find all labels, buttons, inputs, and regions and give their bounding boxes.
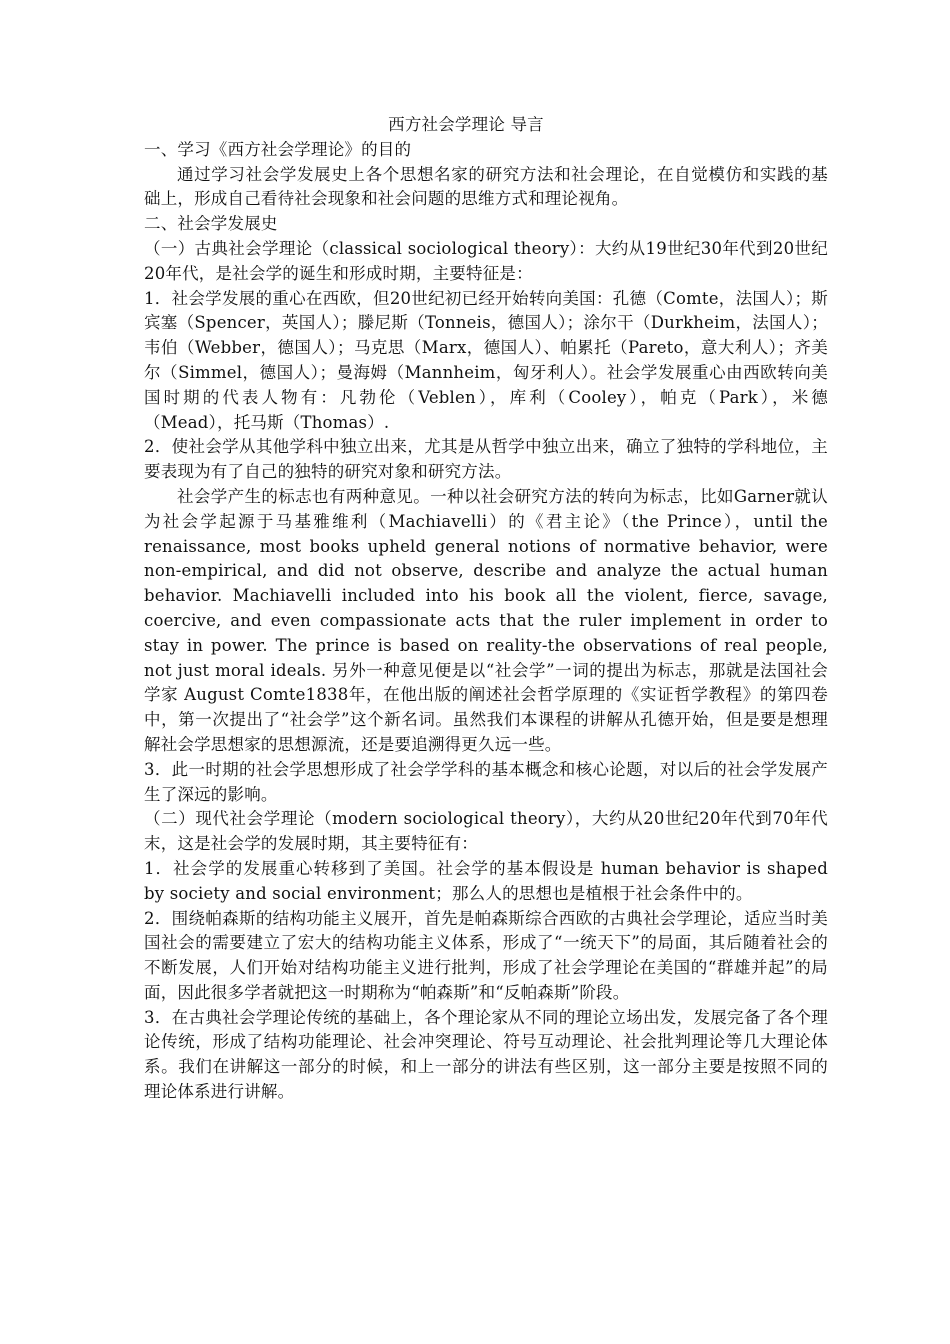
document-title: 西方社会学理论 导言 xyxy=(388,115,544,134)
modern-theory-intro: （二）现代社会学理论（modern sociological theory），大约从20世纪20年代到70年代末，这是社会学的发展时期，其主要特征有： xyxy=(144,809,828,854)
classical-point-3: 3．此一时期的社会学思想形成了社会学学科的基本概念和核心论题，对以后的社会学发展产生了深远的影响。 xyxy=(144,759,828,804)
section1-heading: 一、学习《西方社会学理论》的目的 xyxy=(144,139,412,159)
modern-point-3: 3．在古典社会学理论传统的基础上，各个理论家从不同的理论立场出发，发展完备了各个理论传统，形成了结构功能理论、社会冲突理论、符号互动理论、社会批判理论等几大理论体系。我们在讲解这一部分的时候，和上一部分的讲法有些区别，这一部分主要是按照不同的理论体系进行讲解。 xyxy=(144,1007,828,1102)
section2-heading: 二、社会学发展史 xyxy=(144,214,278,234)
modern-point-1: 1．社会学的发展重心转移到了美国。社会学的基本假设是 human behavior is shaped by society and social environment；那么人的思想也是植根于社会条件中的。 xyxy=(144,858,828,903)
classical-point-2-detail: 社会学产生的标志也有两种意见。一种以社会研究方法的转向为标志，比如Garner就认为社会学起源于马基雅维利（Machiavelli）的《君主论》（the Prince），until the renaissance, most books upheld general notions of normative behavior, were non-empirical, and did not observe, describe and analyze the actual human behavior. Machiavelli included into his book all the violent, fierce, savage, coercive, and even compassionate acts that the ruler implement in order to stay in power. The prince is based on reality-the observations of real people, not just moral ideals. 另外一种意见便是以“社会学”一词的提出为标志，那就是法国社会学家 August Comte1838年，在他出版的阐述社会哲学原理的《实证哲学教程》的第四卷中，第一次提出了“社会学”这个新名词。虽然我们本课程的讲解从孔德开始，但是要是想理解社会学思想家的思想源流，还是要追溯得更久远一些。 xyxy=(144,486,828,754)
classical-theory-intro: （一）古典社会学理论（classical sociological theory）：大约从19世纪30年代到20世纪20年代，是社会学的诞生和形成时期，主要特征是： xyxy=(144,238,828,283)
document-page xyxy=(144,113,828,1105)
section1-paragraph: 通过学习社会学发展史上各个思想名家的研究方法和社会理论，在自觉模仿和实践的基础上，形成自己看待社会现象和社会问题的思维方式和理论视角。 xyxy=(144,164,828,209)
modern-point-2: 2．围绕帕森斯的结构功能主义展开，首先是帕森斯综合西欧的古典社会学理论，适应当时美国社会的需要建立了宏大的结构功能主义体系，形成了“一统天下”的局面，其后随着社会的不断发展，人们开始对结构功能主义进行批判，形成了社会学理论在美国的“群雄并起”的局面，因此很多学者就把这一时期称为“帕森斯”和“反帕森斯”阶段。 xyxy=(144,908,828,1002)
classical-point-2: 2．使社会学从其他学科中独立出来，尤其是从哲学中独立出来，确立了独特的学科地位，主要表现为有了自己的独特的研究对象和研究方法。 xyxy=(144,437,828,482)
classical-point-1: 1．社会学发展的重心在西欧，但20世纪初已经开始转向美国：孔德（Comte，法国人）；斯宾塞（Spencer，英国人）；滕尼斯（Tonneis，德国人）；涂尔干（Durkheim，法国人）；韦伯（Webber，德国人）；马克思（Marx，德国人）、帕累托（Pareto，意大利人）；齐美尔（Simmel，德国人）；曼海姆（Mannheim，匈牙利人）。社会学发展重心由西欧转向美国时期的代表人物有：凡勃伦（Veblen），库利（Cooley），帕克（Park），米德（Mead），托马斯（Thomas）. xyxy=(144,288,828,432)
